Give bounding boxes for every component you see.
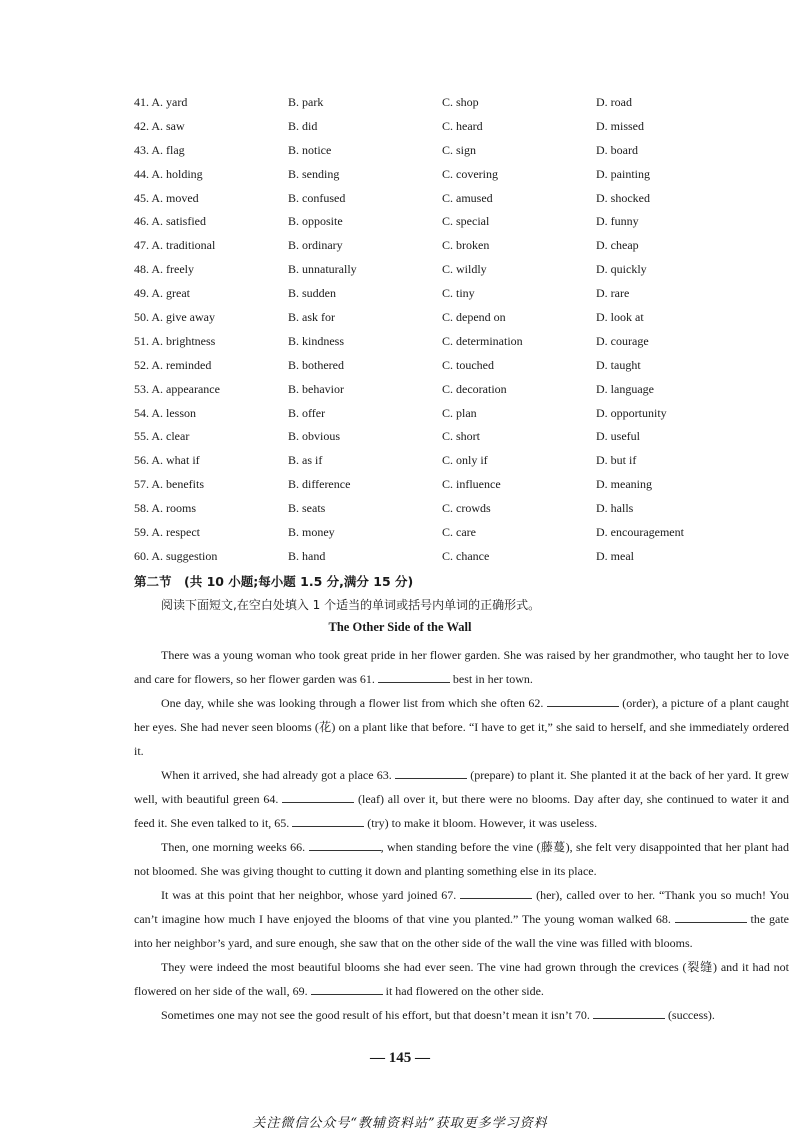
option-c: C. plan	[442, 405, 477, 420]
text: the gate into her neighbor’s yard, and sure enough, she saw that on the other side of the wall the vine was filled with blooms.	[134, 912, 789, 950]
option-row	[134, 140, 794, 164]
option-c: C. influence	[442, 477, 501, 492]
option-a: 53. A. appearance	[134, 381, 220, 396]
text: (order), a picture of a plant caught her eyes. She had never seen blooms (花) on a plant like that before. “I have to get it,” she said to herself, and she immediately ordered it.	[134, 696, 789, 758]
text: They were indeed the most beautiful blooms she had ever seen. The vine had grown through the crevices (裂缝) and it had not flowered on her side of the wall, 69.	[134, 960, 789, 998]
option-b: B. offer	[288, 405, 326, 420]
option-a: 58. A. rooms	[134, 501, 197, 516]
option-row	[134, 546, 794, 570]
option-a: 55. A. clear	[134, 429, 190, 444]
option-d: D. rare	[596, 286, 630, 301]
option-c: C. wildly	[442, 262, 487, 277]
option-d: D. painting	[596, 166, 650, 181]
option-a: 52. A. reminded	[134, 357, 212, 372]
option-row	[134, 259, 794, 283]
option-a: 56. A. what if	[134, 453, 200, 468]
option-row	[134, 379, 794, 403]
option-row	[134, 450, 794, 474]
passage-title: The Other Side of the Wall	[328, 620, 472, 634]
option-b: B. hand	[288, 548, 326, 563]
text: (leaf) all over it, but there were no blooms. Day after day, she continued to water it and feed it. She even talked to it, 65.	[134, 792, 789, 830]
option-c: C. broken	[442, 238, 490, 253]
text: (her), called over to her. “Thank you so much! You can’t imagine how much I have enjoyed the blooms of that vine you planted.” The young woman walked 68.	[134, 888, 789, 926]
option-a: 44. A. holding	[134, 166, 203, 181]
option-d: D. courage	[596, 333, 649, 348]
option-row	[134, 498, 794, 522]
option-c: C. touched	[442, 357, 494, 372]
option-row	[134, 307, 794, 331]
text: (success).	[664, 1008, 715, 1022]
text: , when standing before the vine (藤蔓), she felt very disappointed that her plant had not bloomed. She was giving thought to cutting it down and planting something else in its place.	[134, 840, 789, 878]
option-d: D. halls	[596, 501, 634, 516]
text: Then, one morning weeks 66.	[161, 840, 309, 854]
text: When it arrived, she had already got a place 63.	[161, 768, 395, 782]
option-b: B. did	[288, 118, 318, 133]
blank-62	[547, 694, 619, 707]
option-d: D. language	[596, 381, 654, 396]
paragraph-6	[134, 955, 789, 1003]
option-row	[134, 235, 794, 259]
option-a: 45. A. moved	[134, 190, 199, 205]
text: There was a young woman who took great pride in her flower garden. She was raised by her grandmother, who taught her to love and care for flowers, so her flower garden was 61.	[134, 648, 789, 686]
option-c: C. only if	[442, 453, 488, 468]
blank-61	[378, 670, 450, 683]
option-row	[134, 92, 794, 116]
footer-note: 关注微信公众号“教辅资料站”获取更多学习资料	[252, 1116, 548, 1131]
text: best in her town.	[449, 672, 533, 686]
option-row	[134, 474, 794, 498]
option-c: C. covering	[442, 166, 498, 181]
option-b: B. opposite	[288, 214, 343, 229]
option-b: B. kindness	[288, 333, 345, 348]
paragraph-4	[134, 835, 789, 883]
paragraph-2	[134, 691, 789, 763]
option-row	[134, 164, 794, 188]
options-table	[134, 92, 794, 570]
option-c: C. sign	[442, 142, 477, 157]
option-d: D. meaning	[596, 477, 652, 492]
text: (prepare) to plant it. She planted it at the back of her yard. It grew well, with beautiful green 64.	[134, 768, 789, 806]
option-d: D. taught	[596, 357, 641, 372]
option-b: B. notice	[288, 142, 332, 157]
option-c: C. heard	[442, 118, 483, 133]
section-heading: 第二节 (共 10 小题;每小题 1.5 分,满分 15 分)	[134, 574, 414, 589]
option-c: C. tiny	[442, 286, 475, 301]
option-row	[134, 188, 794, 212]
option-b: B. sudden	[288, 286, 336, 301]
option-a: 49. A. great	[134, 286, 190, 301]
option-c: C. chance	[442, 548, 490, 563]
option-d: D. but if	[596, 453, 637, 468]
option-b: B. bothered	[288, 357, 344, 372]
blank-70	[593, 1006, 665, 1019]
option-b: B. behavior	[288, 381, 344, 396]
passage-body	[134, 643, 789, 1027]
option-c: C. determination	[442, 333, 523, 348]
option-a: 54. A. lesson	[134, 405, 197, 420]
text: One day, while she was looking through a flower list from which she often 62.	[161, 696, 547, 710]
option-c: C. special	[442, 214, 490, 229]
option-b: B. seats	[288, 501, 326, 516]
option-a: 51. A. brightness	[134, 333, 216, 348]
blank-66	[309, 838, 381, 851]
option-d: D. meal	[596, 548, 634, 563]
option-a: 42. A. saw	[134, 118, 185, 133]
option-c: C. depend on	[442, 310, 506, 325]
page-number: — 145 —	[370, 1050, 430, 1066]
option-d: D. look at	[596, 310, 644, 325]
option-row	[134, 211, 794, 235]
option-a: 57. A. benefits	[134, 477, 204, 492]
option-a: 59. A. respect	[134, 525, 200, 540]
blank-67	[460, 886, 532, 899]
option-b: B. unnaturally	[288, 262, 357, 277]
blank-64	[282, 790, 354, 803]
option-row	[134, 403, 794, 427]
option-d: D. opportunity	[596, 405, 667, 420]
option-b: B. obvious	[288, 429, 341, 444]
option-d: D. quickly	[596, 262, 647, 277]
option-a: 47. A. traditional	[134, 238, 216, 253]
blank-68	[675, 910, 747, 923]
option-row	[134, 116, 794, 140]
option-d: D. shocked	[596, 190, 650, 205]
blank-63	[395, 766, 467, 779]
option-b: B. confused	[288, 190, 346, 205]
option-c: C. decoration	[442, 381, 507, 396]
paragraph-5	[134, 883, 789, 955]
option-a: 50. A. give away	[134, 310, 215, 325]
option-c: C. amused	[442, 190, 493, 205]
option-d: D. road	[596, 95, 632, 109]
option-b: B. money	[288, 525, 335, 540]
option-row	[134, 426, 794, 450]
blank-65	[292, 814, 364, 827]
option-a: 46. A. satisfied	[134, 214, 206, 229]
option-d: D. cheap	[596, 238, 639, 253]
option-c: C. short	[442, 429, 481, 444]
paragraph-7	[134, 1003, 789, 1027]
section-instruction: 阅读下面短文,在空白处填入 1 个适当的单词或括号内单词的正确形式。	[161, 598, 541, 612]
option-d: D. board	[596, 142, 638, 157]
option-d: D. useful	[596, 429, 640, 444]
option-d: D. funny	[596, 214, 639, 229]
option-row	[134, 331, 794, 355]
text: It was at this point that her neighbor, whose yard joined 67.	[161, 888, 461, 902]
option-a: 48. A. freely	[134, 262, 194, 277]
option-row	[134, 283, 794, 307]
option-c: C. shop	[442, 95, 479, 109]
option-b: B. as if	[288, 453, 323, 468]
option-row	[134, 522, 794, 546]
option-d: D. encouragement	[596, 525, 684, 540]
paragraph-1	[134, 643, 789, 691]
blank-69	[311, 982, 383, 995]
option-b: B. ask for	[288, 310, 335, 325]
option-a: 41. A. yard	[134, 95, 188, 109]
option-a: 43. A. flag	[134, 142, 185, 157]
text: Sometimes one may not see the good result of his effort, but that doesn’t mean it isn’t 70.	[161, 1008, 593, 1022]
option-a: 60. A. suggestion	[134, 548, 218, 563]
option-b: B. sending	[288, 166, 340, 181]
text: it had flowered on the other side.	[382, 984, 544, 998]
option-c: C. crowds	[442, 501, 491, 516]
option-b: B. difference	[288, 477, 351, 492]
option-b: B. park	[288, 95, 324, 109]
option-c: C. care	[442, 525, 476, 540]
option-row	[134, 355, 794, 379]
text: (try) to make it bloom. However, it was useless.	[364, 816, 598, 830]
option-b: B. ordinary	[288, 238, 343, 253]
paragraph-3	[134, 763, 789, 835]
option-d: D. missed	[596, 118, 644, 133]
